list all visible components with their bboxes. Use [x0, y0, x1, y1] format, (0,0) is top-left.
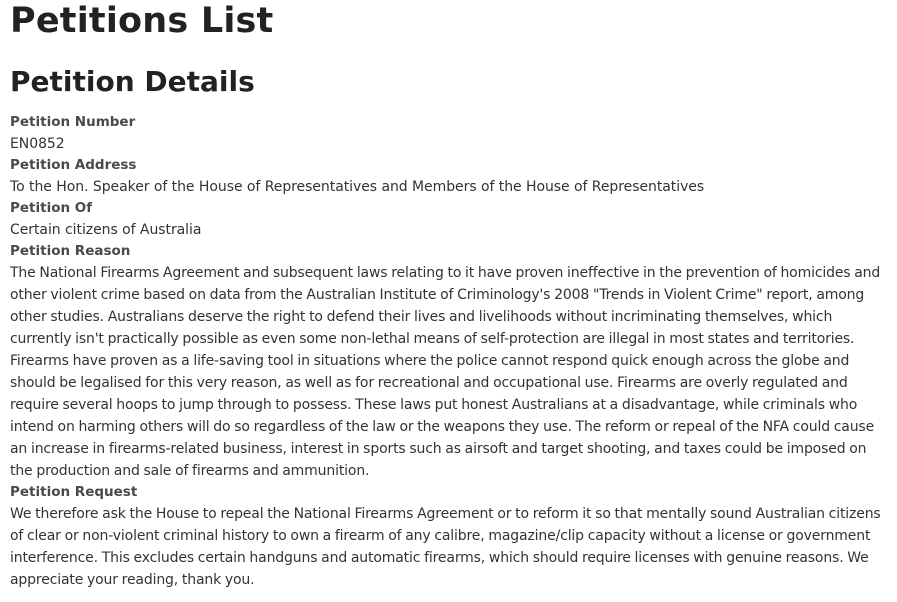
petition-request-value: We therefore ask the House to repeal the National Firearms Agreement or to reform it so that mentally sound Australian citizens of clear or non-violent criminal history to own a firearm of any calibre, magazine/clip capacity without a license or government interference. This excludes certain handguns and automatic firearms, which should require licenses with genuine reasons. We appreciate your reading, thank you. [10, 506, 881, 588]
petition-address-label: Petition Address [10, 157, 137, 173]
section-title: Petition Details [10, 65, 255, 98]
petition-details-list [10, 112, 887, 591]
petition-reason-label: Petition Reason [10, 243, 131, 259]
page-title: Petitions List [10, 1, 274, 41]
petition-of-label: Petition Of [10, 200, 93, 216]
petition-number-value: EN0852 [10, 136, 65, 152]
petition-address-value: To the Hon. Speaker of the House of Representatives and Members of the House of Representatives [10, 179, 705, 195]
petition-request-label: Petition Request [10, 484, 138, 500]
petition-number-label: Petition Number [10, 114, 136, 130]
petition-of-value: Certain citizens of Australia [10, 222, 202, 238]
petition-reason-value: The National Firearms Agreement and subsequent laws relating to it have proven ineffective in the prevention of homicides and other violent crime based on data from the Australian Institute of Criminology's 2008 "Trends in Violent Crime" report, among other studies. Australians deserve the right to defend their lives and livelihoods without incriminating themselves, which currently isn't practically possible as even some non-lethal means of self-protection are illegal in most states and territories. Firearms have proven as a life-saving tool in situations where the police cannot respond quick enough across the globe and should be legalised for this very reason, as well as for recreational and occupational use. Firearms are overly regulated and require several hoops to jump through to possess. These laws put honest Australians at a disadvantage, while criminals who intend on harming others will do so regardless of the law or the weapons they use. The reform or repeal of the NFA could cause an increase in firearms-related business, interest in sports such as airsoft and target shooting, and taxes could be imposed on the production and sale of firearms and ammunition. [10, 265, 881, 479]
